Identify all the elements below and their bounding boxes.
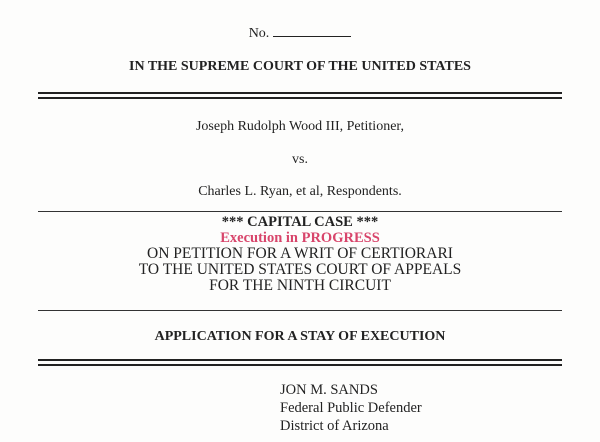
petition-line-2: TO THE UNITED STATES COURT OF APPEALS (138, 261, 462, 278)
execution-status-stamp: Execution in PROGRESS (220, 230, 380, 246)
counsel-title: Federal Public Defender (280, 400, 422, 416)
double-rule-top (38, 92, 562, 99)
docket-number-blank (273, 24, 351, 37)
respondents-name: Charles L. Ryan, et al, Respondents. (198, 184, 402, 199)
counsel-district: District of Arizona (280, 418, 389, 434)
docket-number (0, 24, 600, 42)
double-rule-bottom (38, 359, 562, 366)
thin-rule-lower (38, 310, 562, 311)
application-title: APPLICATION FOR A STAY OF EXECUTION (154, 329, 446, 344)
versus-label: vs. (292, 152, 308, 167)
docket-label: No. (248, 26, 270, 41)
petitioner-name: Joseph Rudolph Wood III, Petitioner, (195, 119, 405, 134)
court-title: IN THE SUPREME COURT OF THE UNITED STATES (129, 59, 471, 74)
capital-case-label: *** CAPITAL CASE *** (221, 214, 379, 230)
petition-line-1: ON PETITION FOR A WRIT OF CERTIORARI (147, 245, 453, 262)
thin-rule-upper (38, 211, 562, 212)
counsel-name: JON M. SANDS (280, 382, 378, 398)
petition-line-3: FOR THE NINTH CIRCUIT (209, 277, 391, 294)
